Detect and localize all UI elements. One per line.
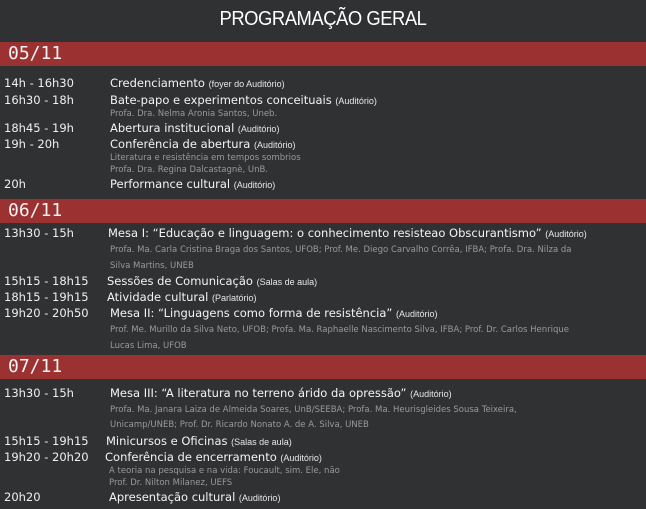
event-speakers: Profa. Dra. Nelma Aronia Santos, Uneb. [110, 109, 278, 119]
event-title: Conferência de encerramento (Auditório) [105, 450, 322, 464]
event-speakers: Profa. Dra. Regina Dalcastagnè, UnB. [110, 165, 269, 175]
event-title: Minicursos e Oficinas (Salas de aula) [106, 434, 292, 448]
day-header-07-11 [0, 355, 646, 379]
time-slot: 20h [4, 177, 26, 191]
time-slot: 18h45 - 19h [4, 121, 74, 135]
event-location: (Auditório) [410, 389, 452, 399]
event-title: Apresentação cultural (Auditório) [109, 490, 281, 504]
event-title: Mesa I: “Educação e linguagem: o conhecimento resisteao Obscurantismo” (Auditório) [108, 226, 587, 240]
event-speakers: Silva Martins, UNEB [110, 261, 194, 271]
event-title: Mesa II: “Linguagens como forma de resistência” (Auditório) [110, 306, 438, 320]
event-speakers: Profa. Ma. Carla Cristina Braga dos Santos, UFOB; Prof. Me. Diego Carvalho Corrêa, IFBA; Profa. Dra. Nilza da [110, 245, 572, 255]
event-title: Atividade cultural (Parlatório) [107, 290, 257, 304]
event-title: Abertura institucional (Auditório) [110, 121, 280, 135]
page-title: PROGRAMAÇÃO GERAL [219, 8, 427, 30]
day-date: 07/11 [8, 356, 63, 377]
time-slot: 13h30 - 15h [4, 226, 74, 240]
time-slot: 18h15 - 19h15 [4, 290, 89, 304]
event-title: Credenciamento (foyer do Auditório) [110, 76, 285, 90]
time-slot: 16h30 - 18h [4, 93, 74, 107]
time-slot: 19h20 - 20h20 [4, 450, 89, 464]
event-speakers: Profa. Ma. Janara Laiza de Almeida Soares, UnB/SEEBA; Profa. Ma. Heurisgleides Sousa Teixeira, [110, 405, 517, 415]
time-slot: 20h20 [4, 490, 41, 504]
day-date: 05/11 [8, 43, 63, 64]
event-title: Conferência de abertura (Auditório) [110, 137, 296, 151]
event-location: (foyer do Auditório) [208, 79, 285, 89]
time-slot: 13h30 - 15h [4, 386, 74, 400]
event-location: (Auditório) [396, 309, 438, 319]
event-topic: A teoria na pesquisa e na vida: Foucault, sim. Ele, não [109, 466, 340, 476]
event-location: (Auditório) [238, 493, 281, 503]
event-location: (Auditório) [237, 124, 280, 134]
time-slot: 19h - 20h [4, 137, 60, 151]
event-title: Performance cultural (Auditório) [110, 177, 276, 191]
event-speakers: Lucas Lima, UFOB [110, 341, 187, 351]
event-topic: Literatura e resistência em tempos sombrios [110, 153, 301, 163]
event-title: Bate-papo e experimentos conceituais (Auditório) [110, 93, 377, 107]
event-location: (Parlatório) [211, 293, 257, 303]
time-slot: 19h20 - 20h50 [4, 306, 89, 320]
time-slot: 14h - 16h30 [4, 76, 74, 90]
day-header-05-11 [0, 42, 646, 66]
event-location: (Auditório) [280, 453, 322, 463]
time-slot: 15h15 - 18h15 [4, 274, 89, 288]
day-header-06-11 [0, 199, 646, 223]
event-title: Sessões de Comunicação (Salas de aula) [107, 274, 318, 288]
event-speakers: Unicamp/UNEB; Prof. Dr. Ricardo Nonato A. de A. Silva, UNEB [110, 420, 369, 430]
event-location: (Salas de aula) [256, 277, 318, 287]
event-location: (Auditório) [233, 180, 276, 190]
event-location: (Auditório) [253, 140, 296, 150]
event-location: (Salas de aula) [231, 437, 292, 447]
event-speakers: Prof. Me. Murillo da Silva Neto, UFOB; Profa. Ma. Raphaelle Nascimento Silva, IFBA; Prof. Dr. Carlos Henrique [110, 325, 570, 335]
event-location: (Auditório) [335, 96, 377, 106]
day-date: 06/11 [8, 200, 63, 221]
time-slot: 15h15 - 19h15 [4, 434, 89, 448]
event-location: (Auditório) [545, 229, 587, 239]
event-speakers: Prof. Dr. Nilton Milanez, UEFS [109, 478, 233, 488]
event-title: Mesa III: “A literatura no terreno árido da opressão” (Auditório) [110, 386, 452, 400]
